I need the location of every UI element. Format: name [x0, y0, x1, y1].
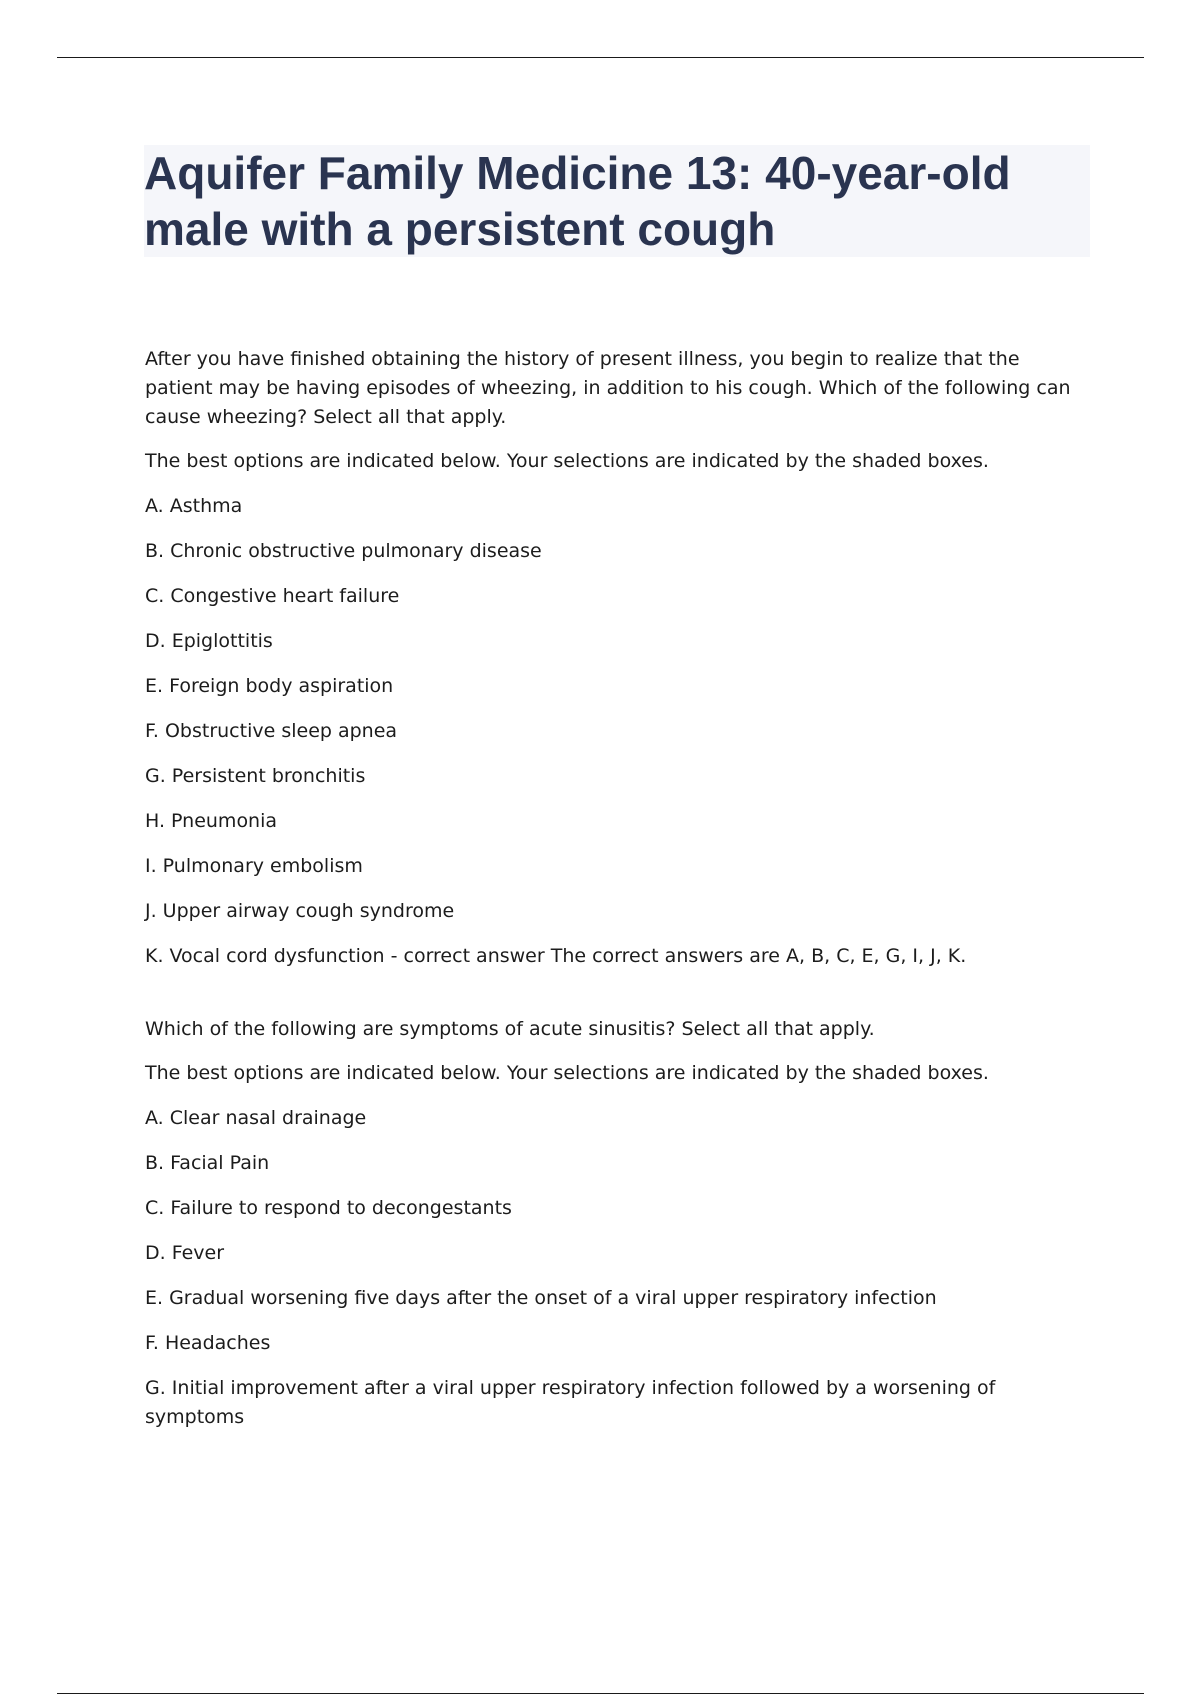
answer-option: A. Clear nasal drainage: [145, 1107, 367, 1129]
answer-option: H. Pneumonia: [145, 810, 278, 832]
top-divider: [57, 57, 1144, 58]
answer-option: F. Headaches: [145, 1332, 271, 1354]
answer-option: B. Facial Pain: [145, 1152, 270, 1174]
answer-option: D. Fever: [145, 1242, 225, 1264]
question-text: Which of the following are symptoms of acute sinusitis? Select all that apply.: [145, 1018, 875, 1040]
title-block: [144, 145, 1090, 257]
answer-option: G. Initial improvement after a viral upper respiratory infection followed by a worsening of symptoms: [145, 1377, 996, 1428]
question-block-2: [145, 1015, 1090, 1432]
answer-option: C. Congestive heart failure: [145, 585, 400, 607]
answer-option: J. Upper airway cough syndrome: [145, 900, 455, 922]
answer-option: G. Persistent bronchitis: [145, 765, 366, 787]
question-note: The best options are indicated below. Your selections are indicated by the shaded boxes.: [145, 1062, 989, 1084]
answer-option: B. Chronic obstructive pulmonary disease: [145, 540, 542, 562]
answer-option: I. Pulmonary embolism: [145, 855, 363, 877]
answer-option-with-answer-key: K. Vocal cord dysfunction - correct answer The correct answers are A, B, C, E, G, I, J, K.: [145, 945, 967, 967]
question-block-1: [145, 345, 1090, 971]
answer-option: E. Gradual worsening five days after the onset of a viral upper respiratory infection: [145, 1287, 937, 1309]
question-note: The best options are indicated below. Your selections are indicated by the shaded boxes.: [145, 450, 989, 472]
answer-option: A. Asthma: [145, 495, 243, 517]
answer-option: D. Epiglottitis: [145, 630, 273, 652]
page-title: Aquifer Family Medicine 13: 40-year-old male with a persistent cough: [144, 147, 1011, 255]
bottom-divider: [57, 1693, 1144, 1694]
answer-option: E. Foreign body aspiration: [145, 675, 394, 697]
document-body: [145, 345, 1090, 1448]
answer-option: C. Failure to respond to decongestants: [145, 1197, 512, 1219]
question-text: After you have finished obtaining the history of present illness, you begin to realize that the patient may be having episodes of wheezing, in addition to his cough. Which of the following can cause wheezing? Select all that apply.: [145, 348, 1071, 428]
answer-option: F. Obstructive sleep apnea: [145, 720, 398, 742]
